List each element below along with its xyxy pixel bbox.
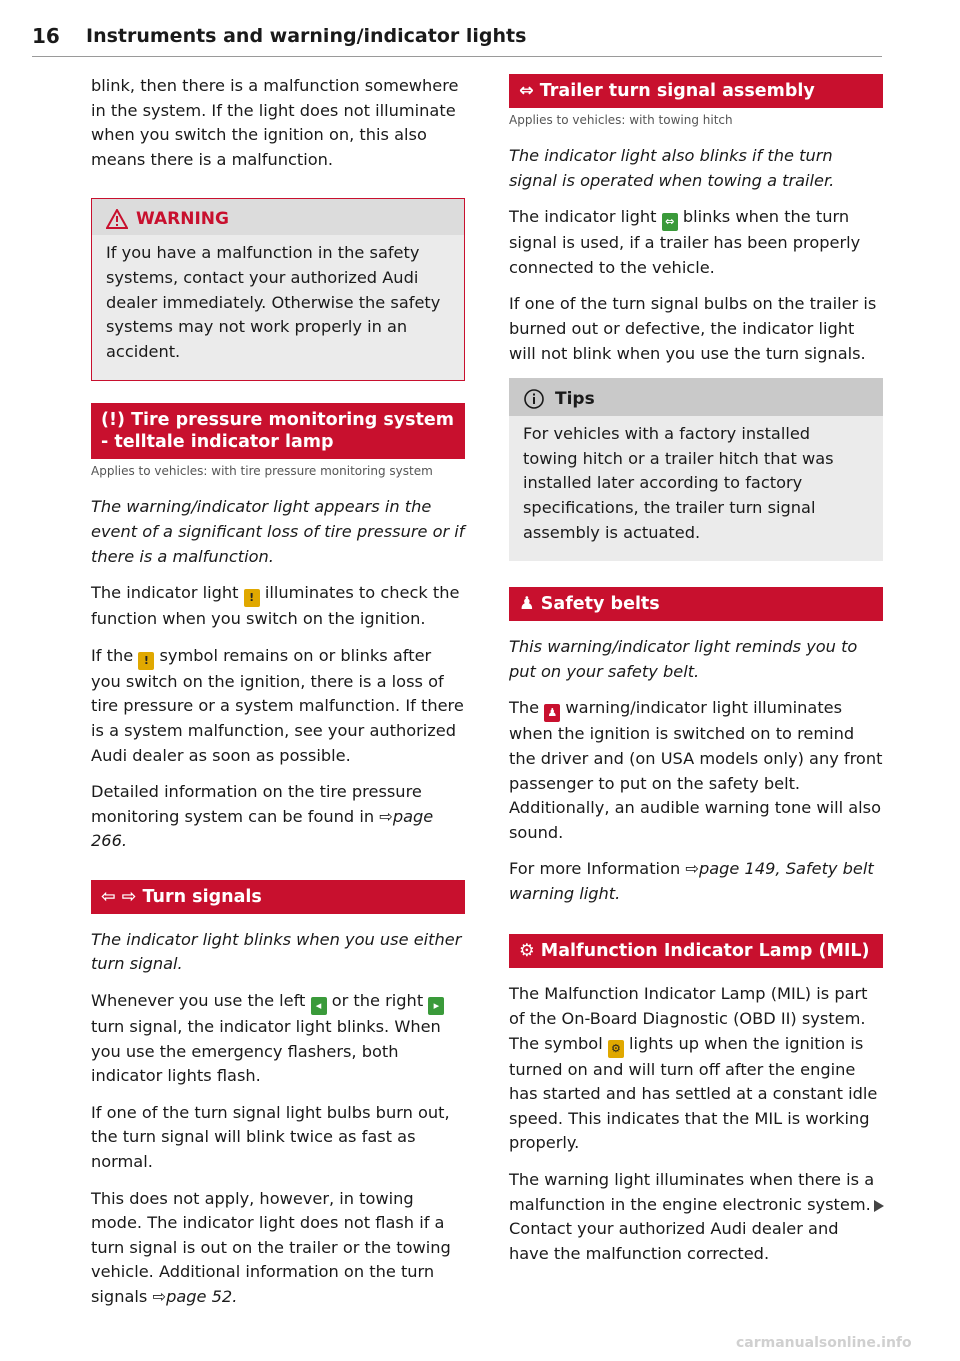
tpms-icon: ! — [244, 589, 260, 607]
engine-check-icon: ⚙ — [608, 1040, 624, 1058]
belts-para-1 — [509, 696, 883, 845]
turn-p3: This does not apply, however, in towing mode. The indicator light does not flash if a turn signal is out on the trailer or the towing vehicle. Additional information on the turn signals — [91, 1188, 451, 1306]
warning-text: If you have a malfunction in the safety systems, contact your authorized Audi dealer immediately. Otherwise the safety systems may not work properly in an accident. — [106, 243, 441, 361]
tpms-heading-text: Tire pressure monitoring system - telltale indicator lamp — [101, 410, 455, 453]
belts-heading-text: Safety belts — [540, 594, 660, 615]
trailer-applies: Applies to vehicles: with towing hitch — [509, 113, 733, 127]
continued-paragraph: blink, then there is a malfunction somewhere in the system. If the light does not illuminate when you switch the ignition on, this also means there is a malfunction. — [91, 76, 459, 169]
tpms-p3: Detailed information on the tire pressure monitoring system can be found in — [91, 782, 422, 826]
tips-title — [509, 378, 883, 416]
warning-title — [92, 199, 464, 235]
turn-signal-left-icon: ◂ — [311, 997, 327, 1015]
turn-heading-text: Turn signals — [142, 886, 262, 907]
turn-p1-b: or the right — [331, 991, 424, 1011]
belts-heading — [509, 587, 883, 621]
turn-para-2: If one of the turn signal light bulbs burn out, the turn signal will blink twice as fast as normal. — [91, 1102, 450, 1172]
trailer-para-2: If one of the turn signal bulbs on the trailer is burned out or defective, the indicator light will not blink when you use the turn signals. — [509, 294, 877, 363]
tpms-icon: (!) — [101, 410, 132, 431]
tpms-p1-a: The indicator light — [91, 583, 239, 603]
engine-check-icon: ⚙ — [519, 941, 541, 962]
trailer-heading — [509, 74, 883, 108]
turn-heading — [91, 880, 465, 914]
tips-info-icon — [523, 388, 545, 410]
belts-page-link[interactable]: ⇨page 149, Safety belt warning light. — [509, 859, 874, 903]
page-header — [32, 24, 882, 57]
trailer-intro: The indicator light also blinks if the turn signal is operated when towing a trailer. — [509, 146, 835, 190]
tpms-page-link[interactable]: ⇨page 266. — [91, 806, 434, 851]
tips-box — [509, 378, 883, 561]
mil-p1-b-a: The symbol — [509, 1033, 603, 1053]
warning-triangle-icon — [106, 209, 128, 229]
mil-heading-text: Malfunction Indicator Lamp (MIL) — [540, 941, 870, 962]
tpms-intro: The warning/indicator light appears in the event of a significant loss of tire pressure or if there is a malfunction. — [91, 497, 465, 566]
tpms-heading — [91, 403, 465, 459]
trailer-p1-a: The indicator light — [509, 207, 657, 227]
left-column — [91, 74, 465, 1322]
mil-heading — [509, 934, 883, 968]
watermark: carmanualsonline.info — [736, 1335, 912, 1351]
mil-p1-b-b: lights up when the ignition is turned on and will turn off after the engine has started and has settled at a constant idle speed. This indicates that the MIL is working properly. — [509, 1033, 878, 1153]
turn-p1-a: Whenever you use the left — [91, 991, 306, 1011]
trailer-para-1 — [509, 205, 883, 280]
mil-p1: The Malfunction Indicator Lamp (MIL) is part of the On-Board Diagnostic (OBD II) system. — [509, 984, 868, 1029]
warning-title-text: WARNING — [136, 209, 229, 230]
belts-p1-a: The — [509, 698, 540, 718]
turn-para-3 — [91, 1187, 465, 1310]
belts-p2-a: For more Information — [509, 859, 681, 879]
right-column — [509, 74, 883, 1278]
page-number: 16 — [32, 24, 60, 48]
tpms-para-3 — [91, 780, 465, 854]
turn-para-1 — [91, 989, 465, 1089]
continue-arrow-icon — [874, 1200, 884, 1212]
tpms-p2-a: If the — [91, 645, 134, 665]
turn-intro: The indicator light blinks when you use either turn signal. — [91, 929, 462, 974]
tpms-para-2 — [91, 644, 465, 768]
warning-box — [91, 198, 465, 381]
trailer-p1-b: blinks when the turn signal is used, if a trailer has been properly connected to the vehicle. — [509, 207, 861, 277]
turn-signal-left-icon: ⇦ — [101, 886, 116, 907]
turn-signal-right-icon: ⇨ — [121, 886, 137, 907]
turn-p1-c: turn signal, the indicator light blinks. When you use the emergency flashers, both indicator lights flash. — [91, 1017, 441, 1086]
trailer-turn-icon: ⇔ — [519, 81, 540, 101]
trailer-heading-text: Trailer turn signal assembly — [539, 81, 815, 101]
tpms-para-1 — [91, 581, 465, 632]
tpms-p1-b: illuminates to check the function when you switch on the ignition. — [91, 583, 460, 629]
tpms-icon: ! — [138, 652, 154, 670]
tpms-applies: Applies to vehicles: with tire pressure monitoring system — [91, 464, 433, 479]
tpms-p2-b: symbol remains on or blinks after you switch on the ignition, there is a loss of tire pressure or a system malfunction. If there is a system malfunction, see your authorized Audi dealer as soon as possible. — [91, 645, 464, 765]
seatbelt-icon: ♟ — [519, 594, 541, 615]
belts-intro: This warning/indicator light reminds you to put on your safety belt. — [509, 637, 858, 681]
belts-p1-b: warning/indicator light illuminates when the ignition is switched on to remind the driver and (on USA models only) any front passenger to put on the safety belt. Additionally, an audible warning tone will also sound. — [509, 698, 883, 842]
mil-para-1 — [509, 982, 883, 1156]
chapter-title: Instruments and warning/indicator lights — [86, 25, 527, 47]
turn-page-link[interactable]: ⇨page 52. — [152, 1287, 238, 1306]
seatbelt-icon: ♟ — [544, 704, 560, 722]
trailer-turn-icon: ⇔ — [662, 213, 678, 231]
belts-para-2 — [509, 857, 883, 906]
tips-text: For vehicles with a factory installed towing hitch or a trailer hitch that was installed later according to factory specifications, the trailer turn signal assembly is actuated. — [523, 424, 834, 542]
turn-signal-right-icon: ▸ — [428, 997, 444, 1015]
mil-para-2: The warning light illuminates when there is a malfunction in the engine electronic system. Contact your authorized Audi dealer and have the malfunction corrected. — [509, 1170, 875, 1263]
tips-title-text: Tips — [555, 389, 595, 410]
